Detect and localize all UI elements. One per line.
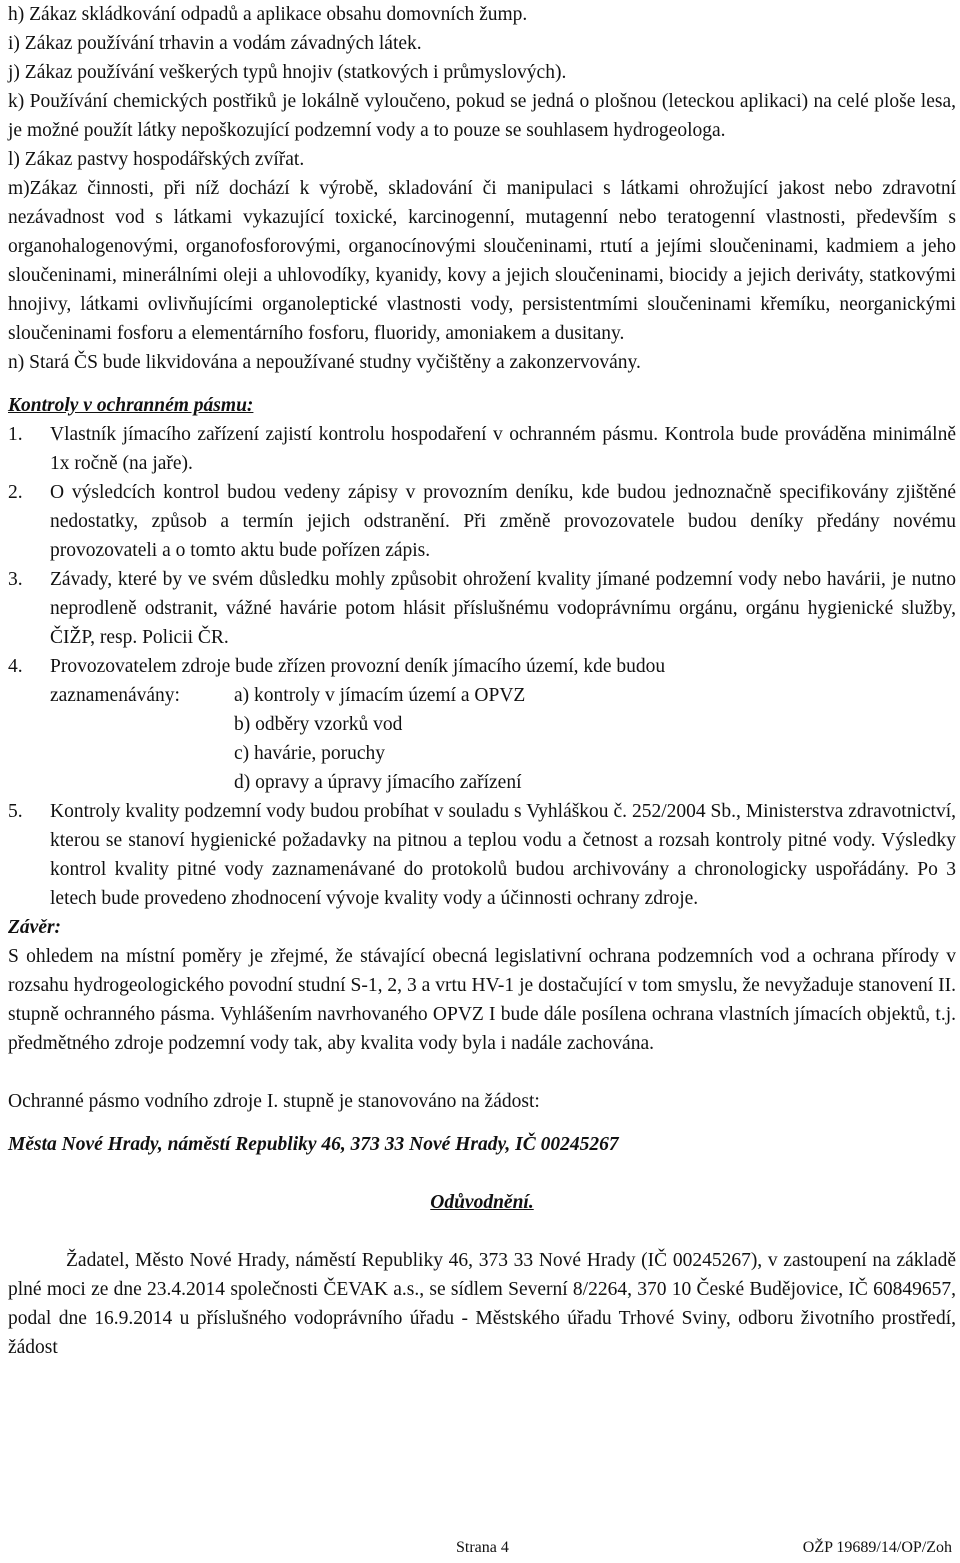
controls-item-number: 2.: [8, 482, 23, 503]
record-category-row: [50, 768, 956, 797]
document-page: [8, 0, 956, 1362]
record-category: c) havárie, poruchy: [234, 743, 386, 764]
record-lead: zaznamenávány:: [50, 685, 180, 706]
controls-heading: Kontroly v ochranném pásmu:: [8, 395, 254, 416]
record-categories: [50, 681, 956, 797]
spacer: [8, 1058, 956, 1087]
conclusion-text: S ohledem na místní poměry je zřejmé, že stávající obecná legislativní ochrana podzemních vod a ochrana přírody v rozsahu hydrogeologického povodní studní S-1, 2, 3 a vrtu HV-1 je dostačující v tom smyslu, že nevyžaduje stanovení II. stupně ochranného pásma. Vyhlášením navrhovaného OPVZ I bude dále posílena ochrana vlastních jímacích objektů, t.j. předmětného zdroje podzemní vody tak, aby kvalita vody byla i nadále zachována.: [8, 946, 956, 1054]
record-category-row: [50, 681, 956, 710]
item-i: i) Zákaz používání trhavin a vodám závadných látek.: [8, 33, 422, 54]
record-category-row: [50, 710, 956, 739]
controls-item-text: Kontroly kvality podzemní vody budou probíhat v souladu s Vyhláškou č. 252/2004 Sb., Ministerstva zdravotnictví, kterou se stanoví hygienické požadavky na pitnou a teplou vodu a četnost a rozsah kontroly pitné vody. Výsledky kontrol kvality pitné vody zaznamenávané do protokolů budou archivovány a chronologicky uspořádány. Po 3 letech bude provedeno zhodnocení vývoje kvality vody a účinnosti ochrany zdroje.: [50, 801, 956, 909]
controls-item-text: Vlastník jímacího zařízení zajistí kontrolu hospodaření v ochranném pásmu. Kontrola bude prováděna minimálně 1x ročně (na jaře).: [50, 424, 956, 474]
item-m: m)Zákaz činnosti, při níž dochází k výrobě, skladování či manipulaci s látkami ohrožující jakost nebo zdravotní nezávadnost vod s látkami vykazující toxické, karcinogenní, mutagenní nebo teratogenní vlastnosti, především s organohalogenovými, organofosforovými, organocínovými sloučeninami, rtutí a jejími sloučeninami, kadmiem a jeho sloučeninami, minerálními oleji a uhlovodíky, kyanidy, kovy a jejich sloučeninami, biocidy a jejich deriváty, statkovými hnojivy, látkami ovlivňujícími organoleptické vlastnosti vody, persistentmími sloučeninami křemíku, neorganickými sloučeninami fosforu a elementárního fosforu, fluoridy, amoniakem a dusitany.: [8, 178, 956, 344]
controls-item-text: Provozovatelem zdroje bude zřízen provozní deník jímacího území, kde budou: [50, 656, 666, 677]
justification-heading: Odůvodnění.: [430, 1192, 534, 1213]
item-k: k) Používání chemických postřiků je lokálně vyloučeno, pokud se jedná o plošnou (leteckou aplikaci) na celé ploše lesa, je možné použít látky nepoškozující podzemní vody a to pouze se souhlasem hydrogeologa.: [8, 91, 956, 141]
controls-list: [8, 420, 956, 913]
controls-item: [8, 565, 956, 652]
controls-item-text: Závady, které by ve svém důsledku mohly způsobit ohrožení kvality jímané podzemní vody nebo havárii, je nutno neprodleně odstranit, vážné havárie potom hlásit příslušnému vodoprávnímu orgánu, orgánu hygienické služby, ČIŽP, resp. Policii ČR.: [50, 569, 956, 648]
controls-item-number: 5.: [8, 801, 23, 822]
page-footer: [0, 1533, 960, 1563]
request-text: Ochranné pásmo vodního zdroje I. stupně je stanovováno na žádost:: [8, 1091, 540, 1112]
controls-item: [8, 478, 956, 565]
record-category: d) opravy a úpravy jímacího zařízení: [234, 772, 522, 793]
item-j: j) Zákaz používání veškerých typů hnojiv (statkových i průmyslových).: [8, 62, 567, 83]
record-category-row: [50, 739, 956, 768]
controls-item-text: O výsledcích kontrol budou vedeny zápisy v provozním deníku, kde budou jednoznačně specifikovány zjištěné nedostatky, způsob a termín jejich odstranění. Při změně provozovatele budou deníky předány novému provozovateli a o tomto aktu bude pořízen zápis.: [50, 482, 956, 561]
justification-text: Žadatel, Město Nové Hrady, náměstí Republiky 46, 373 33 Nové Hrady (IČ 00245267), v zastoupení na základě plné moci ze dne 23.4.2014 společnosti ČEVAK a.s., se sídlem Severní 8/2264, 370 10 České Budějovice, IČ 60849657, podal dne 16.9.2014 u příslušného vodoprávního úřadu - Městského úřadu Trhové Sviny, odboru životního prostředí, žádost: [8, 1250, 956, 1358]
item-n: n) Stará ČS bude likvidována a nepoužívané studny vyčištěny a zakonzervovány.: [8, 352, 641, 373]
controls-item: [8, 420, 956, 478]
applicant: Města Nové Hrady, náměstí Republiky 46, 373 33 Nové Hrady, IČ 00245267: [8, 1134, 619, 1155]
document-reference: OŽP 19689/14/OP/Zoh: [802, 1539, 952, 1556]
record-category: b) odběry vzorků vod: [234, 714, 403, 735]
item-l: l) Zákaz pastvy hospodářských zvířat.: [8, 149, 305, 170]
spacer: [8, 377, 956, 391]
controls-item-number: 3.: [8, 569, 23, 590]
controls-item-number: 1.: [8, 424, 23, 445]
item-h: h) Zákaz skládkování odpadů a aplikace obsahu domovních žump.: [8, 4, 528, 25]
controls-item: [8, 652, 956, 797]
controls-item-number: 4.: [8, 656, 23, 677]
spacer: [8, 1217, 956, 1246]
conclusion-heading: Závěr:: [8, 917, 62, 938]
controls-item: [8, 797, 956, 913]
page-number: Strana 4: [456, 1539, 509, 1556]
spacer: [8, 1116, 956, 1130]
record-category: a) kontroly v jímacím území a OPVZ: [234, 685, 526, 706]
spacer: [8, 1159, 956, 1188]
